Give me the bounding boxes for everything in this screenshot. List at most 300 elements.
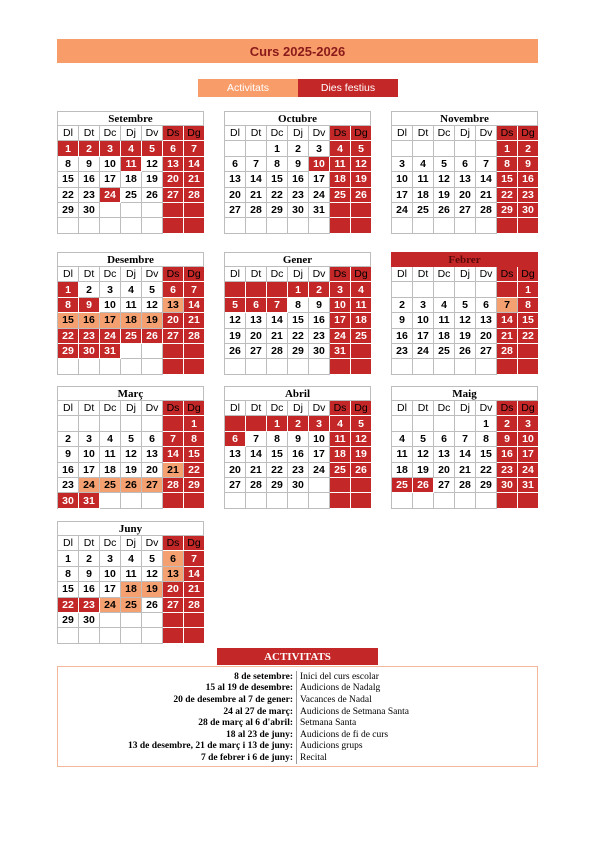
day-cell: 18	[392, 463, 413, 478]
day-cell: 18	[121, 582, 142, 597]
day-cell: 10	[100, 567, 121, 582]
empty-cell	[142, 493, 163, 508]
day-cell: 2	[288, 141, 309, 156]
empty-cell	[476, 359, 497, 374]
day-cell: 19	[455, 329, 476, 344]
day-cell: 17	[392, 188, 413, 203]
day-cell: 30	[309, 344, 330, 359]
month-name: Desembre	[57, 252, 204, 267]
day-cell: 28	[163, 478, 184, 493]
day-cell: 9	[497, 432, 518, 447]
month-name: Maig	[391, 386, 538, 401]
day-cell: 27	[142, 478, 163, 493]
activitats-heading: ACTIVITATS	[217, 648, 378, 665]
day-cell: 26	[351, 188, 372, 203]
day-cell: 8	[184, 432, 205, 447]
weekday-label: Dg	[184, 267, 205, 282]
empty-cell	[267, 359, 288, 374]
empty-cell	[267, 282, 288, 297]
day-cell: 21	[184, 582, 205, 597]
day-cell: 18	[413, 188, 434, 203]
empty-cell	[413, 141, 434, 156]
day-cell: 13	[434, 447, 455, 462]
empty-cell	[184, 344, 205, 359]
empty-cell	[392, 282, 413, 297]
day-cell: 23	[497, 463, 518, 478]
month-name: Juny	[57, 521, 204, 536]
day-cell: 20	[225, 188, 246, 203]
empty-cell	[330, 478, 351, 493]
day-cell: 7	[497, 298, 518, 313]
activitat-desc: Vacances de Nadal	[296, 694, 372, 706]
day-cell: 19	[225, 329, 246, 344]
empty-cell	[163, 416, 184, 431]
day-cell: 18	[121, 313, 142, 328]
day-cell: 7	[246, 157, 267, 172]
day-cell: 20	[163, 582, 184, 597]
day-cell: 19	[121, 463, 142, 478]
day-cell: 6	[163, 282, 184, 297]
day-cell: 24	[100, 598, 121, 613]
day-cell: 9	[79, 157, 100, 172]
weekday-label: Dv	[309, 401, 330, 416]
day-cell: 7	[476, 157, 497, 172]
title-bar	[57, 39, 538, 63]
day-cell: 10	[100, 157, 121, 172]
day-cell: 27	[225, 478, 246, 493]
weekday-label: Dc	[434, 126, 455, 141]
day-cell: 21	[497, 329, 518, 344]
day-cell: 25	[100, 478, 121, 493]
day-cell: 29	[58, 203, 79, 218]
empty-cell	[392, 493, 413, 508]
day-cell: 11	[121, 298, 142, 313]
empty-cell	[434, 282, 455, 297]
empty-cell	[225, 359, 246, 374]
day-cell: 14	[246, 447, 267, 462]
day-cell: 2	[392, 298, 413, 313]
page-title: Curs 2025-2026	[249, 43, 346, 59]
month-3	[57, 252, 204, 375]
day-cell: 11	[351, 298, 372, 313]
empty-cell	[455, 359, 476, 374]
day-cell: 23	[79, 329, 100, 344]
empty-cell	[225, 141, 246, 156]
weekday-label: Dc	[100, 267, 121, 282]
weekday-label: Dg	[518, 267, 539, 282]
weekday-label: Dj	[455, 267, 476, 282]
day-cell: 20	[163, 172, 184, 187]
activitats-list	[57, 666, 538, 767]
day-cell: 13	[225, 447, 246, 462]
day-cell: 1	[288, 282, 309, 297]
weekday-label: Dj	[121, 126, 142, 141]
day-cell: 29	[267, 203, 288, 218]
day-cell: 12	[351, 432, 372, 447]
day-cell: 28	[497, 344, 518, 359]
day-cell: 8	[518, 298, 539, 313]
empty-cell	[142, 613, 163, 628]
day-cell: 12	[142, 567, 163, 582]
day-cell: 31	[518, 478, 539, 493]
empty-cell	[455, 141, 476, 156]
empty-cell	[246, 493, 267, 508]
day-cell: 26	[225, 344, 246, 359]
empty-cell	[309, 478, 330, 493]
weekday-label: Dc	[100, 536, 121, 551]
empty-cell	[497, 282, 518, 297]
day-cell: 25	[413, 203, 434, 218]
activitat-desc: Setmana Santa	[296, 717, 356, 729]
day-cell: 19	[351, 447, 372, 462]
day-cell: 29	[288, 344, 309, 359]
day-cell: 16	[79, 313, 100, 328]
day-cell: 17	[518, 447, 539, 462]
day-cell: 5	[142, 282, 163, 297]
day-cell: 1	[58, 551, 79, 566]
day-cell: 27	[455, 203, 476, 218]
empty-cell	[163, 628, 184, 643]
empty-cell	[79, 628, 100, 643]
day-cell: 7	[184, 551, 205, 566]
empty-cell	[476, 282, 497, 297]
day-cell: 28	[246, 478, 267, 493]
day-cell: 3	[309, 416, 330, 431]
day-cell: 23	[288, 463, 309, 478]
day-cell: 30	[497, 478, 518, 493]
weekday-label: Ds	[497, 401, 518, 416]
weekday-label: Dc	[434, 267, 455, 282]
activitat-desc: Audicions de fi de curs	[296, 729, 388, 741]
month-9	[57, 521, 204, 644]
day-cell: 23	[309, 329, 330, 344]
day-cell: 24	[309, 188, 330, 203]
day-cell: 3	[100, 282, 121, 297]
day-cell: 17	[330, 313, 351, 328]
day-cell: 22	[58, 188, 79, 203]
day-cell: 6	[163, 141, 184, 156]
activitat-date: 8 de setembre:	[234, 671, 293, 682]
activitat-row	[58, 717, 537, 729]
day-cell: 15	[497, 172, 518, 187]
day-cell: 2	[288, 416, 309, 431]
weekday-label: Dj	[288, 401, 309, 416]
day-cell: 15	[58, 313, 79, 328]
empty-cell	[100, 613, 121, 628]
day-cell: 10	[79, 447, 100, 462]
month-name: Octubre	[224, 111, 371, 126]
day-cell: 14	[184, 157, 205, 172]
day-cell: 24	[518, 463, 539, 478]
day-cell: 28	[267, 344, 288, 359]
day-cell: 21	[163, 463, 184, 478]
day-cell: 27	[246, 344, 267, 359]
day-cell: 26	[434, 203, 455, 218]
day-cell: 9	[79, 298, 100, 313]
day-cell: 14	[246, 172, 267, 187]
day-cell: 17	[79, 463, 100, 478]
empty-cell	[142, 344, 163, 359]
day-cell: 7	[455, 432, 476, 447]
day-cell: 29	[58, 613, 79, 628]
weekday-label: Dt	[79, 267, 100, 282]
empty-cell	[267, 493, 288, 508]
day-cell: 27	[476, 344, 497, 359]
day-cell: 20	[142, 463, 163, 478]
day-cell: 26	[142, 598, 163, 613]
weekday-label: Ds	[163, 126, 184, 141]
day-cell: 23	[58, 478, 79, 493]
day-cell: 10	[392, 172, 413, 187]
day-cell: 14	[163, 447, 184, 462]
day-cell: 10	[330, 298, 351, 313]
activitat-desc: Audicions de Nadalg	[296, 683, 380, 695]
day-cell: 3	[392, 157, 413, 172]
day-cell: 7	[184, 282, 205, 297]
day-cell: 1	[267, 141, 288, 156]
day-cell: 9	[58, 447, 79, 462]
day-cell: 11	[100, 447, 121, 462]
weekday-label: Dv	[309, 126, 330, 141]
day-cell: 31	[100, 344, 121, 359]
day-cell: 5	[413, 432, 434, 447]
weekday-label: Dg	[518, 126, 539, 141]
day-cell: 19	[142, 172, 163, 187]
day-cell: 16	[79, 172, 100, 187]
day-cell: 4	[413, 157, 434, 172]
day-cell: 29	[58, 344, 79, 359]
day-cell: 2	[58, 432, 79, 447]
weekday-label: Dl	[225, 401, 246, 416]
day-cell: 23	[518, 188, 539, 203]
day-cell: 30	[518, 203, 539, 218]
empty-cell	[330, 203, 351, 218]
day-cell: 24	[309, 463, 330, 478]
activitat-row	[58, 729, 537, 741]
day-cell: 5	[142, 141, 163, 156]
empty-cell	[121, 493, 142, 508]
day-cell: 26	[351, 463, 372, 478]
day-cell: 22	[184, 463, 205, 478]
empty-cell	[518, 493, 539, 508]
weekday-label: Dg	[351, 267, 372, 282]
day-cell: 24	[100, 329, 121, 344]
day-cell: 5	[142, 551, 163, 566]
weekday-label: Dl	[392, 126, 413, 141]
day-cell: 23	[392, 344, 413, 359]
day-cell: 13	[246, 313, 267, 328]
day-cell: 5	[225, 298, 246, 313]
day-cell: 18	[100, 463, 121, 478]
day-cell: 31	[79, 493, 100, 508]
activitat-row	[58, 741, 537, 753]
day-cell: 10	[413, 313, 434, 328]
day-cell: 13	[225, 172, 246, 187]
weekday-label: Dt	[413, 126, 434, 141]
day-cell: 8	[476, 432, 497, 447]
empty-cell	[79, 218, 100, 233]
day-cell: 5	[434, 157, 455, 172]
weekday-label: Ds	[163, 401, 184, 416]
month-5	[391, 252, 538, 375]
day-cell: 17	[100, 172, 121, 187]
day-cell: 25	[434, 344, 455, 359]
weekday-label: Dc	[434, 401, 455, 416]
day-cell: 27	[163, 598, 184, 613]
empty-cell	[121, 218, 142, 233]
activitat-date: 24 al 27 de març:	[223, 706, 293, 717]
month-0	[57, 111, 204, 234]
day-cell: 16	[79, 582, 100, 597]
day-cell: 25	[330, 463, 351, 478]
empty-cell	[142, 203, 163, 218]
empty-cell	[100, 493, 121, 508]
day-cell: 11	[330, 432, 351, 447]
empty-cell	[351, 359, 372, 374]
activitat-desc: Recital	[296, 752, 327, 764]
day-cell: 19	[142, 313, 163, 328]
day-cell: 12	[413, 447, 434, 462]
weekday-label: Dt	[79, 126, 100, 141]
day-cell: 4	[330, 141, 351, 156]
empty-cell	[267, 218, 288, 233]
empty-cell	[518, 359, 539, 374]
day-cell: 15	[184, 447, 205, 462]
day-cell: 2	[79, 282, 100, 297]
empty-cell	[100, 203, 121, 218]
day-cell: 20	[225, 463, 246, 478]
empty-cell	[476, 218, 497, 233]
day-cell: 26	[142, 188, 163, 203]
day-cell: 30	[288, 478, 309, 493]
legend-festius: Dies festius	[298, 79, 398, 97]
day-cell: 29	[497, 203, 518, 218]
day-cell: 26	[413, 478, 434, 493]
day-cell: 10	[309, 432, 330, 447]
day-cell: 15	[58, 582, 79, 597]
day-cell: 14	[267, 313, 288, 328]
empty-cell	[184, 203, 205, 218]
empty-cell	[413, 493, 434, 508]
empty-cell	[184, 628, 205, 643]
day-cell: 20	[246, 329, 267, 344]
activitat-row	[58, 706, 537, 718]
empty-cell	[246, 141, 267, 156]
day-cell: 13	[163, 567, 184, 582]
empty-cell	[288, 359, 309, 374]
empty-cell	[163, 493, 184, 508]
empty-cell	[434, 493, 455, 508]
day-cell: 2	[497, 416, 518, 431]
day-cell: 24	[392, 203, 413, 218]
day-cell: 11	[392, 447, 413, 462]
day-cell: 16	[392, 329, 413, 344]
weekday-label: Dj	[121, 401, 142, 416]
empty-cell	[455, 493, 476, 508]
empty-cell	[246, 359, 267, 374]
empty-cell	[58, 628, 79, 643]
day-cell: 31	[330, 344, 351, 359]
day-cell: 12	[225, 313, 246, 328]
day-cell: 23	[288, 188, 309, 203]
day-cell: 5	[121, 432, 142, 447]
day-cell: 9	[79, 567, 100, 582]
weekday-label: Dj	[455, 126, 476, 141]
day-cell: 18	[434, 329, 455, 344]
empty-cell	[142, 628, 163, 643]
day-cell: 16	[288, 172, 309, 187]
day-cell: 18	[351, 313, 372, 328]
day-cell: 26	[142, 329, 163, 344]
day-cell: 4	[392, 432, 413, 447]
weekday-label: Dv	[476, 126, 497, 141]
weekday-label: Dt	[246, 126, 267, 141]
weekday-label: Dl	[225, 126, 246, 141]
empty-cell	[163, 203, 184, 218]
day-cell: 22	[267, 463, 288, 478]
empty-cell	[121, 344, 142, 359]
day-cell: 17	[413, 329, 434, 344]
month-name: Febrer	[391, 252, 538, 267]
day-cell: 22	[267, 188, 288, 203]
day-cell: 6	[455, 157, 476, 172]
day-cell: 3	[100, 551, 121, 566]
day-cell: 21	[184, 313, 205, 328]
day-cell: 22	[288, 329, 309, 344]
day-cell: 30	[79, 344, 100, 359]
empty-cell	[413, 359, 434, 374]
day-cell: 16	[288, 447, 309, 462]
day-cell: 30	[79, 613, 100, 628]
day-cell: 13	[455, 172, 476, 187]
day-cell: 14	[476, 172, 497, 187]
empty-cell	[246, 218, 267, 233]
day-cell: 6	[225, 157, 246, 172]
day-cell: 8	[58, 157, 79, 172]
day-cell: 27	[163, 188, 184, 203]
day-cell: 30	[58, 493, 79, 508]
activitat-row	[58, 671, 537, 683]
weekday-label: Dt	[79, 401, 100, 416]
day-cell: 25	[121, 329, 142, 344]
empty-cell	[330, 493, 351, 508]
weekday-label: Dg	[184, 536, 205, 551]
day-cell: 22	[518, 329, 539, 344]
day-cell: 25	[392, 478, 413, 493]
day-cell: 15	[267, 447, 288, 462]
empty-cell	[497, 493, 518, 508]
empty-cell	[142, 359, 163, 374]
activitat-date: 7 de febrer i 6 de juny:	[200, 752, 293, 763]
day-cell: 3	[309, 141, 330, 156]
weekday-label: Dl	[58, 267, 79, 282]
weekday-label: Dv	[476, 267, 497, 282]
activitat-row	[58, 694, 537, 706]
day-cell: 9	[392, 313, 413, 328]
empty-cell	[184, 493, 205, 508]
day-cell: 7	[267, 298, 288, 313]
day-cell: 3	[518, 416, 539, 431]
empty-cell	[455, 218, 476, 233]
day-cell: 4	[351, 282, 372, 297]
empty-cell	[434, 141, 455, 156]
weekday-label: Ds	[497, 126, 518, 141]
day-cell: 4	[330, 416, 351, 431]
day-cell: 20	[476, 329, 497, 344]
day-cell: 11	[330, 157, 351, 172]
weekday-label: Dc	[267, 267, 288, 282]
empty-cell	[351, 478, 372, 493]
